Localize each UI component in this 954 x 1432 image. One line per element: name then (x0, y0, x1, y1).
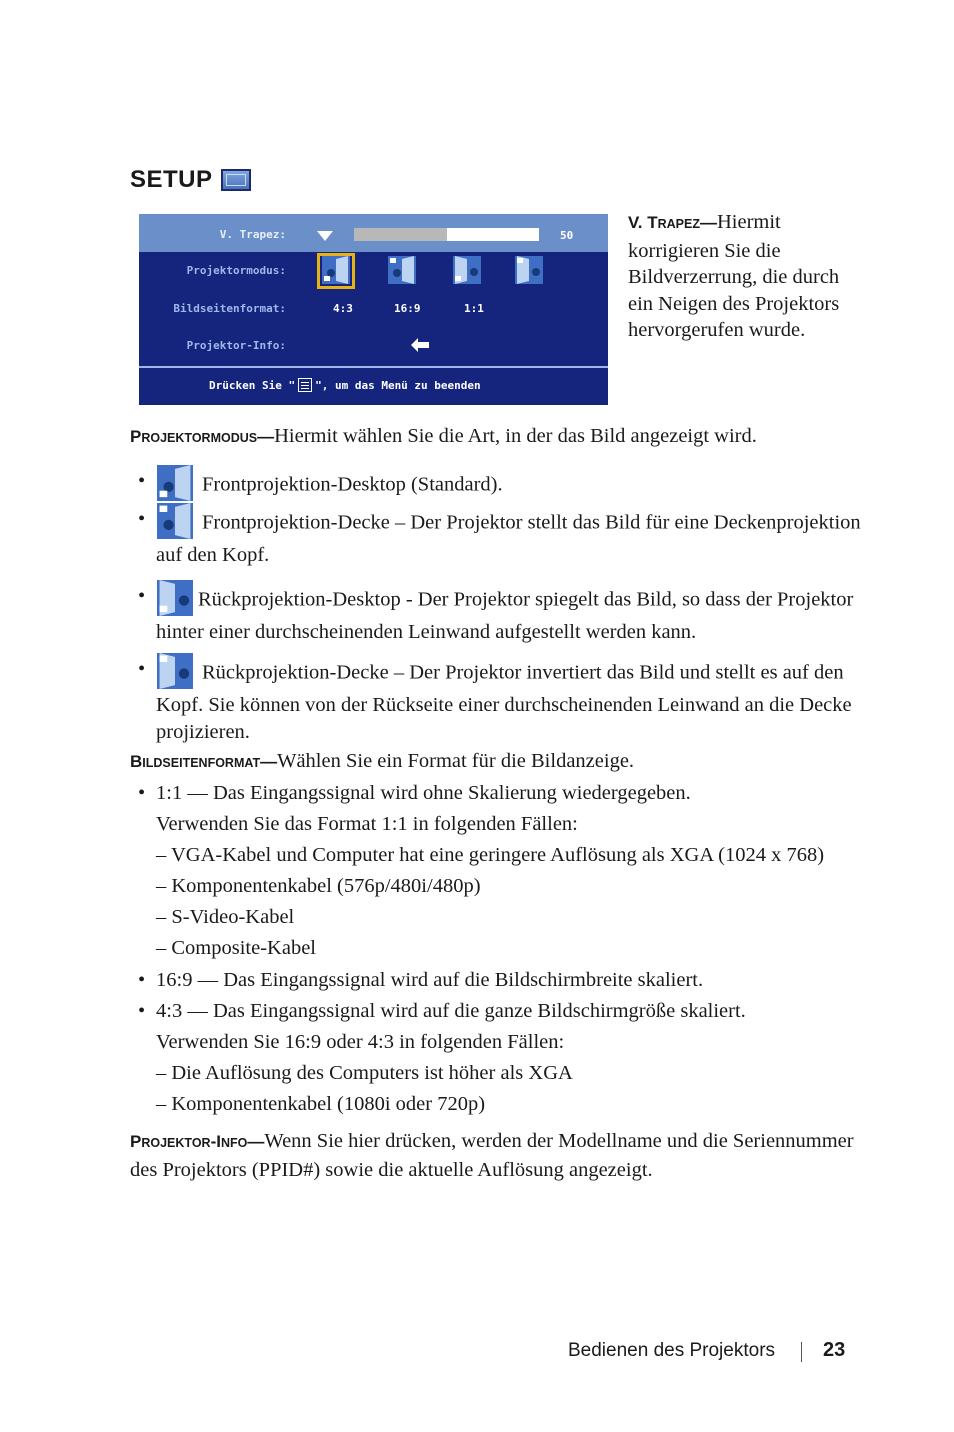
osd-front-ceiling-icon[interactable] (388, 256, 416, 284)
osd-label-bildseitenformat: Bildseitenformat: (173, 302, 286, 315)
osd-rear-desktop-icon[interactable] (453, 256, 481, 284)
projektor-info-paragraph (130, 1128, 870, 1183)
osd-setup-menu (139, 214, 608, 403)
format-16-9-line: 16:9 — Das Eingangssignal wird auf die Bildschirmbreite skaliert. (156, 969, 704, 991)
list-item: • Frontprojektion-Desktop (Standard). (138, 468, 868, 498)
trapez-slider[interactable] (354, 228, 539, 241)
osd-label-projektormodus: Projektormodus: (186, 264, 286, 277)
trapez-slider-fill (354, 228, 447, 241)
front-desktop-icon (156, 465, 194, 501)
footer-divider (801, 1342, 802, 1362)
mode-rear-ceiling-text: Rückprojektion-Decke – Der Projektor invertiert das Bild und stellt es auf den Kopf. Sie können von der Rückseite einer durchscheinenden Leinwand an die Decke projizieren. (156, 661, 852, 743)
osd-format-1-1[interactable]: 1:1 (464, 302, 484, 315)
osd-front-desktop-icon[interactable] (322, 256, 350, 284)
trapez-term: V. TRAPEZ— (628, 213, 717, 232)
format-4-3-line: 4:3 — Das Eingangssignal wird auf die ganze Bildschirmgröße skaliert. (156, 1000, 746, 1022)
menu-button-icon (298, 378, 312, 392)
mode-rear-desktop-text: Rückprojektion-Desktop - Der Projektor spiegelt das Bild, so dass der Projektor hinter einer durchscheinenden Leinwand aufgestellt werden kann. (156, 588, 854, 643)
list-item: • (138, 782, 146, 804)
bildseitenformat-term: BILDSEITENFORMAT— (130, 752, 278, 771)
trapez-description (628, 209, 868, 344)
osd-label-trapez: V. Trapez: (219, 228, 286, 241)
trapez-value: 50 (560, 229, 574, 242)
projektor-info-text: Wenn Sie hier drücken, werden der Modellname und die Seriennummer des Projektors (PPID#) sowie die aktuelle Auflösung angezeigt. (130, 1130, 854, 1181)
format-case-vga: – VGA-Kabel und Computer hat eine geringere Auflösung als XGA (1024 x 768) (156, 844, 825, 866)
enter-return-icon[interactable] (409, 335, 431, 353)
front-ceiling-icon (156, 503, 194, 539)
projektor-info-term: PROJEKTOR-INFO— (130, 1132, 265, 1151)
format-16-9-4-3-usage: Verwenden Sie 16:9 oder 4:3 in folgenden Fällen: (156, 1031, 565, 1053)
osd-rear-ceiling-icon[interactable] (515, 256, 543, 284)
osd-format-16-9[interactable]: 16:9 (394, 302, 421, 315)
list-item: • (138, 969, 146, 991)
page-number: 23 (823, 1339, 846, 1361)
osd-format-4-3[interactable]: 4:3 (333, 302, 353, 315)
format-1-1-usage: Verwenden Sie das Format 1:1 in folgenden Fällen: (156, 813, 578, 835)
slider-pointer-icon (317, 231, 333, 241)
rear-ceiling-icon (156, 653, 194, 689)
list-item: • Rückprojektion-Desktop - Der Projektor spiegelt das Bild, so dass der Projektor hinter einer durchscheinenden Leinwand aufgestellt werden kann. (138, 583, 868, 643)
trapez-text: Hiermit korrigieren Sie die Bildverzerrung, die durch ein Neigen des Projektors hervorgerufen wurde. (628, 211, 840, 341)
format-1-1-line: 1:1 — Das Eingangssignal wird ohne Skalierung wiedergegeben. (156, 782, 691, 804)
osd-footer-text-start: Drücken Sie " (209, 378, 296, 392)
format-case-component: – Komponentenkabel (576p/480i/480p) (156, 875, 481, 897)
footer-section-title: Bedienen des Projektors (568, 1340, 776, 1361)
list-item: • (138, 1000, 146, 1022)
list-item: • Rückprojektion-Decke – Der Projektor invertiert das Bild und stellt es auf den Kopf. Sie können von der Rückseite einer durchscheinenden Leinwand an die Decke projizieren. (138, 656, 868, 746)
mode-front-ceiling-text: Frontprojektion-Decke – Der Projektor stellt das Bild für eine Deckenprojektion auf den Kopf. (156, 511, 861, 566)
format-case-composite: – Composite-Kabel (156, 937, 316, 959)
osd-footer-text-end: ", um das Menü zu beenden (315, 378, 481, 392)
bildseitenformat-text: Wählen Sie ein Format für die Bildanzeige. (277, 750, 635, 772)
setup-title: SETUP (130, 166, 213, 193)
osd-label-projektor-info: Projektor-Info: (186, 339, 286, 352)
mode-front-desktop-text: Frontprojektion-Desktop (Standard). (202, 473, 503, 496)
format-case-component-hd: – Komponentenkabel (1080i oder 720p) (156, 1093, 486, 1115)
page-title (130, 166, 251, 194)
projektormodus-intro (130, 423, 870, 452)
list-item: • Frontprojektion-Decke – Der Projektor stellt das Bild für eine Deckenprojektion auf den Kopf. (138, 506, 868, 566)
projektormodus-term: PROJEKTORMODUS— (130, 427, 275, 446)
format-case-xga: – Die Auflösung des Computers ist höher als XGA (156, 1062, 573, 1084)
setup-menu-icon (221, 169, 251, 191)
rear-desktop-icon (156, 580, 194, 616)
format-case-svideo: – S-Video-Kabel (156, 906, 295, 928)
bildseitenformat-intro (130, 748, 870, 777)
projektormodus-text: Hiermit wählen Sie die Art, in der das Bild angezeigt wird. (274, 425, 757, 447)
osd-footer (139, 366, 608, 405)
